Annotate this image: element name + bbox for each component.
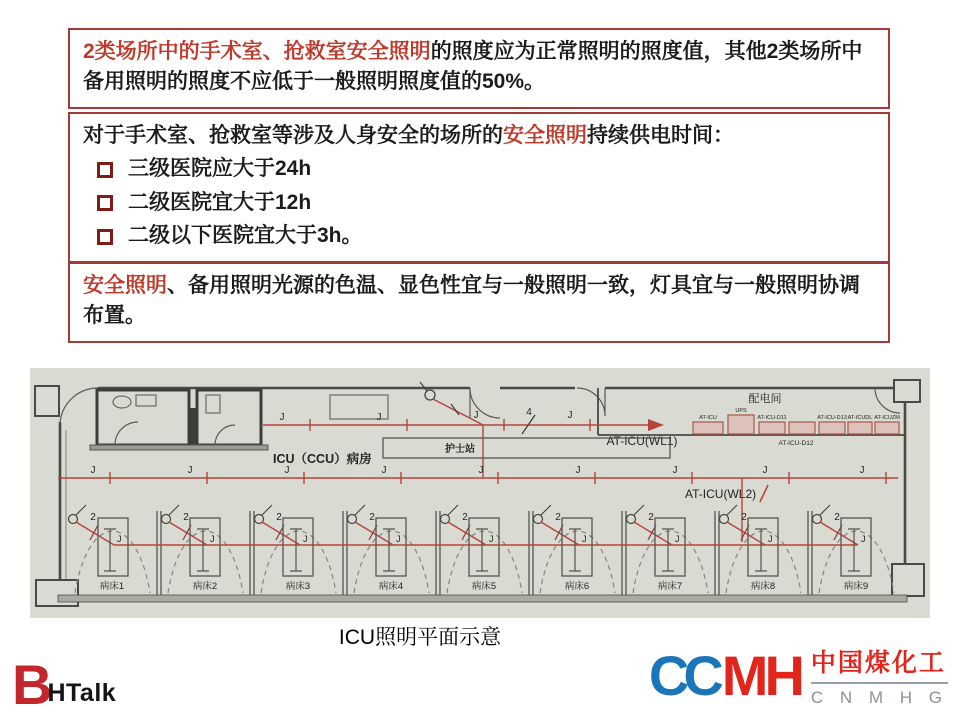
bed-j-label: J — [117, 534, 122, 544]
circuit-j-label: J — [90, 465, 96, 476]
circuit-j-label: J — [284, 465, 290, 476]
wire-count-label: 2 — [276, 512, 282, 523]
bed-j-label: J — [582, 534, 587, 544]
note-box-illuminance — [68, 28, 890, 109]
bed-label: 病床5 — [471, 581, 497, 592]
box2-intro-highlight: 安全照明 — [503, 124, 587, 147]
circuit-wl1-label: AT-ICU(WL1) — [606, 434, 678, 448]
bed-j-label: J — [210, 534, 215, 544]
panel-label: AT-ICU — [699, 415, 717, 421]
box1-highlight: 2类场所中的手术室、抢救室安全照明 — [83, 40, 431, 63]
note-box-color-temp — [68, 262, 890, 343]
power-room-label: 配电间 — [748, 393, 782, 405]
bed-label: 病床8 — [750, 581, 776, 592]
wire-count-label: 2 — [183, 512, 189, 523]
square-bullet-icon — [97, 195, 113, 211]
box1-rest: 的照度应为正常照明的照度值，其他2类场所中备用照明的照度不应低于一般照明照度值的50%。 — [83, 40, 863, 94]
panel-label: AT-ICUZM — [874, 415, 900, 421]
cnmhg-mark-cc: CC — [648, 643, 718, 707]
bullet-item — [97, 154, 874, 184]
bed-label: 病床3 — [285, 581, 311, 592]
bed-label: 病床7 — [657, 581, 683, 592]
bed-j-label: J — [489, 534, 494, 544]
bed-label: 病床4 — [378, 581, 404, 592]
box3-highlight: 安全照明 — [83, 274, 167, 297]
panel-label: AT-ICU-D11 — [757, 415, 787, 421]
circuit-wl2-label: AT-ICU(WL2) — [685, 487, 757, 501]
wire-count-label: 4 — [526, 407, 532, 418]
ward-label: ICU（CCU）病房 — [273, 452, 372, 466]
wire-count-label: 2 — [555, 512, 561, 523]
panel-label-bottom: AT-ICU-D12 — [778, 440, 814, 447]
circuit-j-label: J — [567, 410, 573, 421]
note-box-supply-time — [68, 112, 890, 263]
box3-rest: 、备用照明光源的色温、显色性宜与一般照明一致，灯具宜与一般照明协调布置。 — [83, 274, 860, 328]
wire-count-label: 2 — [648, 512, 654, 523]
bullet-text: 三级医院应大于24h — [128, 157, 312, 181]
bed-label: 病床2 — [192, 581, 218, 592]
bullet-text: 二级以下医院宜大于3h。 — [128, 224, 363, 248]
bhtalk-logo — [12, 653, 117, 717]
bed-j-label: J — [861, 534, 866, 544]
figure-caption: ICU照明平面示意 — [338, 626, 502, 649]
bhtalk-text: HTalk — [47, 679, 117, 707]
square-bullet-icon — [97, 162, 113, 178]
cnmhg-chinese-name: 中国煤化工 — [811, 643, 948, 684]
bullet-item — [97, 188, 874, 218]
square-bullet-icon — [97, 229, 113, 245]
circuit-j-label: J — [762, 465, 768, 476]
bhtalk-b-icon: B — [12, 653, 53, 717]
wire-count-label: 2 — [90, 512, 96, 523]
wire-count-label: 2 — [741, 512, 747, 523]
wire-count-label: 2 — [834, 512, 840, 523]
box2-intro-pre: 对于手术室、抢救室等涉及人身安全的场所的 — [83, 124, 503, 147]
circuit-j-label: J — [473, 410, 479, 421]
wire-count-label: 2 — [462, 512, 468, 523]
circuit-j-label: J — [381, 465, 387, 476]
bullet-text: 二级医院宜大于12h — [128, 190, 312, 214]
circuit-j-label: J — [478, 465, 484, 476]
bed-j-label: J — [303, 534, 308, 544]
bed-j-label: J — [768, 534, 773, 544]
panel-label: AT-ICUDL — [847, 415, 873, 421]
box2-intro — [83, 121, 874, 151]
cnmhg-logo — [649, 643, 948, 708]
nurse-station-label: 护士站 — [445, 444, 475, 455]
icu-floor-plan — [30, 368, 930, 618]
circuit-j-label: J — [187, 465, 193, 476]
panel-label: UPS — [735, 408, 747, 414]
cnmhg-names — [811, 643, 948, 708]
bed-j-label: J — [675, 534, 680, 544]
icu-floor-plan-image — [30, 368, 930, 618]
circuit-j-label: J — [376, 412, 382, 423]
bed-label: 病床1 — [99, 581, 125, 592]
wire-count-label: 2 — [369, 512, 375, 523]
cnmhg-mark-icon — [648, 643, 801, 707]
bed-label: 病床9 — [843, 581, 869, 592]
bullet-item — [97, 221, 874, 251]
bed-label: 病床6 — [564, 581, 590, 592]
circuit-j-label: J — [279, 412, 285, 423]
bed-j-label: J — [396, 534, 401, 544]
cnmhg-mark-mh: MH — [721, 643, 801, 707]
panel-label: AT-ICU-D13 — [817, 415, 847, 421]
circuit-j-label: J — [859, 465, 865, 476]
cnmhg-english-name: C N M H G — [810, 688, 948, 707]
circuit-j-label: J — [575, 465, 581, 476]
circuit-j-label: J — [672, 465, 678, 476]
box2-intro-post: 持续供电时间： — [587, 124, 734, 147]
